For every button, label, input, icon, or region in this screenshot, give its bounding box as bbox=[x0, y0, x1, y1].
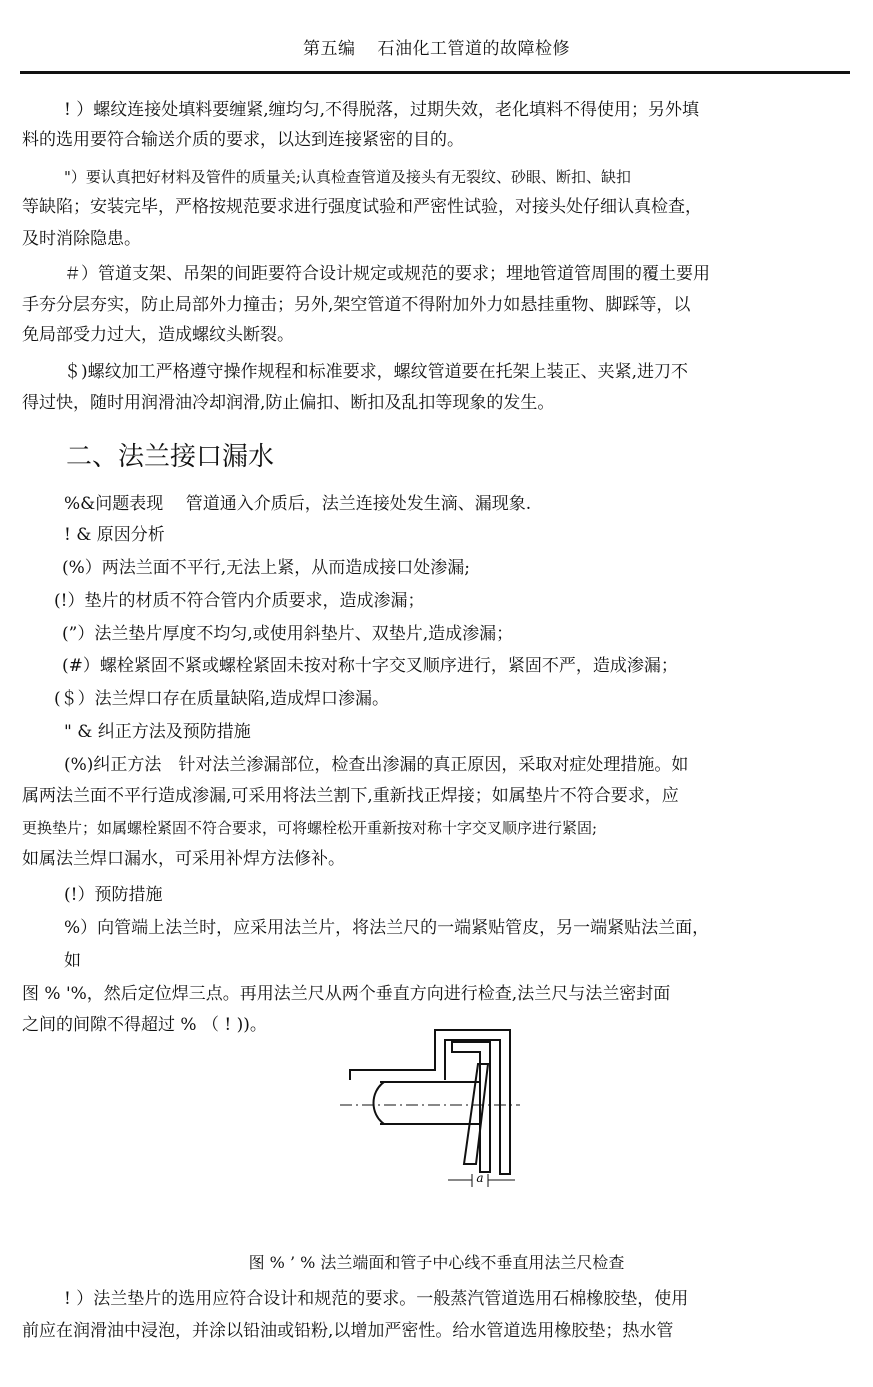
text-line: ! & 原因分析 bbox=[64, 525, 165, 545]
text-line: 等缺陷；安装完毕，严格按规范要求进行强度试验和严密性试验，对接头处仔细认真检查， bbox=[22, 197, 702, 217]
text-line: ! ）螺纹连接处填料要缠紧,缠均匀,不得脱落，过期失效，老化填料不得使用；另外填 bbox=[64, 100, 700, 120]
text-line: 及时消除隐患。 bbox=[22, 229, 141, 249]
text-line: "）要认真把好材料及管件的质量关;认真检查管道及接头有无裂纹、砂眼、断扣、缺扣 bbox=[64, 168, 631, 186]
flange-square-figure bbox=[340, 1022, 540, 1197]
header-part: 第五编 bbox=[303, 39, 356, 59]
text-line: " & 纠正方法及预防措施 bbox=[64, 722, 251, 742]
text-line: 属两法兰面不平行造成渗漏,可采用将法兰割下,重新找正焊接；如属垫片不符合要求，应 bbox=[22, 786, 679, 806]
text-line: 得过快，随时用润滑油冷却润滑,防止偏扣、断扣及乱扣等现象的发生。 bbox=[22, 393, 555, 413]
figure-caption: 图 % ’ % 法兰端面和管子中心线不垂直用法兰尺检查 bbox=[248, 1253, 625, 1272]
text-line: ! ）法兰垫片的选用应符合设计和规范的要求。一般蒸汽管道选用石棉橡胶垫，使用 bbox=[64, 1289, 689, 1309]
text-line: (＄）法兰焊口存在质量缺陷,造成焊口渗漏。 bbox=[54, 689, 390, 709]
text-line: (%)纠正方法 针对法兰渗漏部位，检查出渗漏的真正原因，采取对症处理措施。如 bbox=[64, 755, 689, 775]
page-header bbox=[0, 34, 873, 59]
text-line: 图 % '%，然后定位焊三点。再用法兰尺从两个垂直方向进行检查,法兰尺与法兰密封面 bbox=[22, 984, 671, 1004]
header-title: 石油化工管道的故障检修 bbox=[377, 39, 570, 59]
text-line: ＃）管道支架、吊架的间距要符合设计规定或规范的要求；埋地管道管周围的覆土要用 bbox=[64, 264, 710, 284]
text-line: 免局部受力过大，造成螺纹头断裂。 bbox=[22, 325, 294, 345]
text-line: (#）螺栓紧固不紧或螺栓紧固未按对称十字交叉顺序进行，紧固不严，造成渗漏； bbox=[62, 656, 678, 676]
flange-ruler bbox=[464, 1064, 488, 1164]
pipe-outline bbox=[374, 1082, 481, 1124]
text-line: %）向管端上法兰时，应采用法兰片，将法兰尺的一端紧贴管皮，另一端紧贴法兰面， bbox=[64, 918, 710, 938]
text-line: ＄)螺纹加工严格遵守操作规程和标准要求，螺纹管道要在托架上装正、夹紧,进刀不 bbox=[64, 362, 689, 382]
text-line: 前应在润滑油中浸泡，并涂以铅油或铅粉,以增加严密性。给水管道选用橡胶垫；热水管 bbox=[22, 1321, 674, 1341]
text-line: 料的选用要符合输送介质的要求，以达到连接紧密的目的。 bbox=[22, 130, 464, 150]
header-rule bbox=[20, 71, 850, 74]
text-line: 更换垫片；如属螺栓紧固不符合要求，可将螺栓松开重新按对称十字交叉顺序进行紧固; bbox=[22, 819, 598, 837]
text-line: 手夯分层夯实，防止局部外力撞击；另外,架空管道不得附加外力如悬挂重物、脚踩等，以 bbox=[22, 295, 691, 315]
text-line: (!）预防措施 bbox=[64, 885, 163, 905]
section-heading: 二、法兰接口漏水 bbox=[66, 442, 275, 472]
text-line: 之间的间隙不得超过 % （ ! ))。 bbox=[22, 1015, 267, 1035]
text-line: (%）两法兰面不平行,无法上紧，从而造成接口处渗漏; bbox=[62, 558, 470, 578]
text-line: (”）法兰垫片厚度不均匀,或使用斜垫片、双垫片,造成渗漏； bbox=[62, 624, 514, 644]
dimension-label: a bbox=[476, 1171, 484, 1185]
text-line: %&问题表现 管道通入介质后，法兰连接处发生滴、漏现象. bbox=[64, 494, 532, 514]
text-line: 如 bbox=[64, 951, 81, 971]
text-line: (!）垫片的材质不符合管内介质要求，造成渗漏； bbox=[54, 591, 425, 611]
text-line: 如属法兰焊口漏水，可采用补焊方法修补。 bbox=[22, 849, 345, 869]
